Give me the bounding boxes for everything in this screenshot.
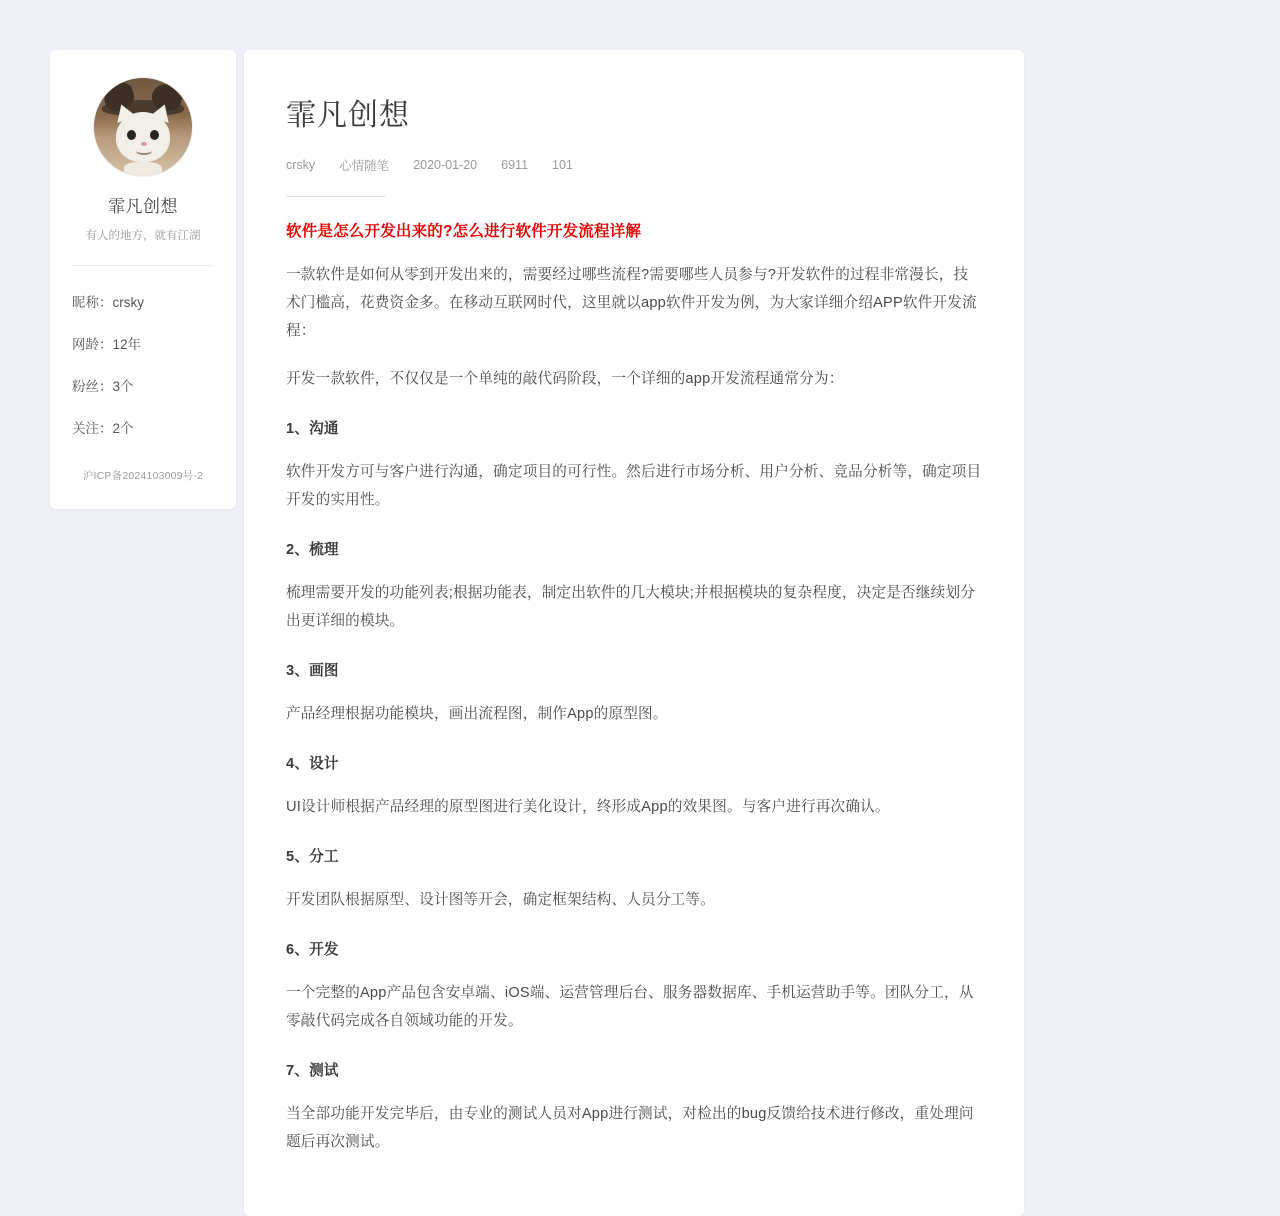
- article-step-heading: 1、沟通: [286, 421, 339, 437]
- meta-category[interactable]: 心情随笔: [339, 159, 390, 173]
- sidebar-info-following: 关注：2个: [72, 421, 134, 436]
- article-paragraph: 当全部功能开发完毕后，由专业的测试人员对App进行测试，对检出的bug反馈给技术进行修改，重处理问题后再次测试。: [286, 1106, 974, 1150]
- meta-comments: 101: [552, 158, 573, 172]
- article-meta: [286, 156, 982, 174]
- article-step-heading: 3、画图: [286, 663, 339, 679]
- sidebar-info-fans: 粉丝：3个: [72, 379, 134, 394]
- cat-mouth: [136, 147, 152, 155]
- article-paragraph: 软件开发方可与客户进行沟通，确定项目的可行性。然后进行市场分析、用户分析、竞品分析等，确定项目开发的实用性。: [286, 464, 982, 508]
- page-title: 霏凡创想: [286, 99, 410, 132]
- icp-license[interactable]: 沪ICP备2024103009号-2: [82, 470, 204, 482]
- article-paragraph: 一款软件是如何从零到开发出来的，需要经过哪些流程?需要哪些人员参与?开发软件的过程非常漫长，技术门槛高，花费资金多。在移动互联网时代，这里就以app软件开发为例，为大家详细介绍APP软件开发流程：: [286, 267, 977, 339]
- article-paragraph: 产品经理根据功能模块，画出流程图，制作App的原型图。: [286, 706, 668, 722]
- article-body: [286, 261, 982, 1156]
- meta-author[interactable]: crsky: [286, 158, 316, 172]
- cat-nose: [141, 142, 147, 146]
- article-step-heading: 2、梳理: [286, 542, 339, 558]
- article-step-heading: 4、设计: [286, 756, 339, 772]
- profile-sidebar: [50, 50, 236, 509]
- sidebar-info-net-age: 网龄：12年: [72, 337, 142, 352]
- avatar[interactable]: [94, 78, 192, 176]
- article-paragraph: 一个完整的App产品包含安卓端、iOS端、运营管理后台、服务器数据库、手机运营助手等。团队分工，从零敲代码完成各自领域功能的开发。: [286, 985, 974, 1029]
- sidebar-slogan: 有人的地方，就有江湖: [85, 230, 201, 242]
- article-paragraph: 开发团队根据原型、设计图等开会，确定框架结构、人员分工等。: [286, 892, 716, 908]
- sidebar-info-nickname: 昵称：crsky: [72, 295, 144, 310]
- cat-eye-left: [127, 130, 136, 140]
- article-step-heading: 7、测试: [286, 1063, 339, 1079]
- article-step-heading: 6、开发: [286, 942, 339, 958]
- article-paragraph: UI设计师根据产品经理的原型图进行美化设计，终形成App的效果图。与客户进行再次确认。: [286, 799, 890, 815]
- avatar-wrap: [72, 78, 214, 176]
- article-card: [244, 50, 1024, 1216]
- meta-views: 6911: [501, 158, 529, 172]
- article-paragraph: 开发一款软件，不仅仅是一个单纯的敲代码阶段，一个详细的app开发流程通常分为：: [286, 371, 844, 387]
- article-lead-heading: 软件是怎么开发出来的?怎么进行软件开发流程详解: [286, 223, 642, 240]
- cat-paws: [124, 162, 162, 176]
- article-paragraph: 梳理需要开发的功能列表;根据功能表，制定出软件的几大模块;并根据模块的复杂程度，决定是否继续划分出更详细的模块。: [286, 585, 976, 629]
- meta-underline: [286, 196, 386, 197]
- sidebar-divider: [72, 265, 214, 266]
- sidebar-site-name: 霏凡创想: [108, 197, 178, 216]
- sidebar-info-list: [72, 280, 214, 448]
- cat-eye-right: [150, 130, 159, 140]
- meta-date: 2020-01-20: [413, 158, 478, 172]
- article-step-heading: 5、分工: [286, 849, 339, 865]
